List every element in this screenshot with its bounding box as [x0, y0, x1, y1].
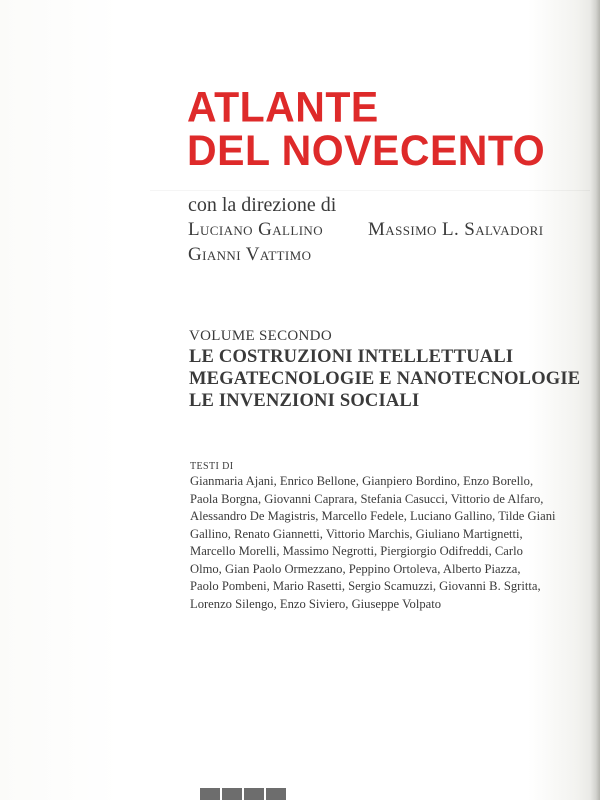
volume-title-line: LE INVENZIONI SOCIALI — [189, 391, 420, 411]
logo-block — [266, 788, 286, 800]
logo-block — [200, 788, 220, 800]
volume-title-line: MEGATECNOLOGIE E NANOTECNOLOGIE — [189, 369, 581, 389]
author-line: Marcello Morelli, Massimo Negrotti, Piergiorgio Odifreddi, Carlo — [190, 544, 523, 558]
page-edge-shadow — [590, 0, 600, 800]
volume-title-line: LE COSTRUZIONI INTELLETTUALI — [189, 347, 514, 367]
author-line: Paolo Pombeni, Mario Rasetti, Sergio Scamuzzi, Giovanni B. Sgritta, — [190, 579, 541, 593]
direction-label: con la direzione di — [188, 194, 337, 216]
director-salvadori: Massimo L. Salvadori — [368, 219, 544, 240]
logo-block — [222, 788, 242, 800]
author-line: Olmo, Gian Paolo Ormezzano, Peppino Ortoleva, Alberto Piazza, — [190, 561, 521, 576]
book-title-line-2: DEL NOVECENTO — [187, 125, 546, 175]
author-line: Gianmaria Ajani, Enrico Bellone, Gianpiero Bordino, Enzo Borello, — [190, 474, 534, 488]
texts-by-label: TESTI DI — [190, 461, 234, 472]
author-line: Gallino, Renato Giannetti, Vittorio Marchis, Giuliano Martignetti, — [190, 526, 523, 541]
director-vattimo: Gianni Vattimo — [188, 244, 312, 265]
book-title — [187, 82, 546, 175]
logo-block — [244, 788, 264, 800]
author-list — [190, 473, 556, 613]
author-line: Lorenzo Silengo, Enzo Siviero, Giuseppe Volpato — [190, 596, 442, 611]
volume-label: VOLUME SECONDO — [189, 328, 332, 344]
book-title-line-1: ATLANTE — [187, 82, 379, 132]
volume-title-list — [189, 346, 580, 412]
director-gallino: Luciano Gallino — [188, 219, 324, 240]
paper-crease — [150, 190, 590, 191]
author-line: Paola Borgna, Giovanni Caprara, Stefania Casucci, Vittorio de Alfaro, — [190, 491, 544, 506]
author-line: Alessandro De Magistris, Marcello Fedele, Luciano Gallino, Tilde Giani — [190, 509, 556, 523]
publisher-logo-fragment — [200, 788, 286, 800]
